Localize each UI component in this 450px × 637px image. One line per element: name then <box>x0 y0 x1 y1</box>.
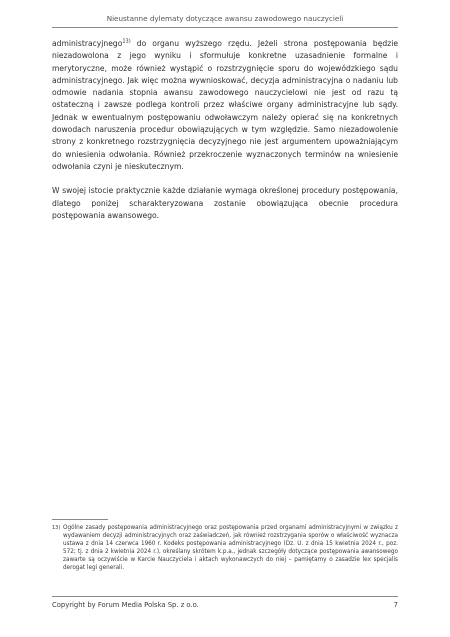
page-footer <box>52 596 398 609</box>
footnote-reference: 13) <box>122 38 131 45</box>
paragraph-2: W swojej istocie praktycznie każde działanie wymaga określonej procedury postępowania, dlatego poniżej scharakteryzowana zostanie obowiązująca obecnie procedura postępowania awansowego. <box>52 186 398 220</box>
paragraph-1-text: do organu wyższego rzędu. Jeżeli strona postępowania będzie niezadowolona z jego wyniku i sformułuje konkretne uzasadnienie formalne i merytoryczne, może również wystąpić o rozstrzygnięcie sporu do wojewódzkiego sądu administracyjnego. Jak więc można wywnioskować, decyzja administracyjna o nadaniu lub odmowie nadania stopnia awansu zawodowego nauczycielowi nie jest od razu tą ostateczną i zawsze podlega kontroli przez właściwe organy administracyjne lub sądy. Jednak w ewentualnym postępowaniu odwoławczym należy opierać się na konkretnych dowodach naruszenia procedur obowiązujących w tym względzie. Samo niezadowolenie strony z konkretnego rozstrzygnięcia decyzyjnego nie jest argumentem upoważniającym do wniesienia odwołania. Również przekroczenie wyznaczonych terminów na wniesienie odwołania czyni je nieskutecznym. <box>52 39 398 171</box>
running-header: Nieustanne dylematy dotyczące awansu zawodowego nauczycieli <box>52 14 398 28</box>
page-number: 7 <box>393 601 398 609</box>
footnote <box>52 524 398 573</box>
footnote-text: Ogólne zasady postępowania administracyjnego oraz postępowania przed organami administracyjnymi w związku z wydawaniem decyzji administracyjnych oraz zaświadczeń, jak również rozstrzygania sporów o właściwość wyznacza ustawa z dnia 14 czerwca 1960 r. Kodeks postępowania administracyjnego (Dz. U. z dnia 15 kwietnia 2024 r., poz. 572; tj. z dnia 2 kwietnia 2024 r.), określany skrótem k.p.a., jednak szczegóły dotyczące postępowania awansowego zawarte są oczywiście w Karcie Nauczyciela i aktach wykonawczych do niej – pamiętamy o zasadzie lex specjalis derogat legi generali. <box>63 525 398 572</box>
paragraph-1-lead: administracyjnego <box>52 39 123 48</box>
copyright-text: Copyright by Forum Media Polska Sp. z o.o. <box>52 601 199 609</box>
body-text <box>52 38 398 234</box>
footnote-number: 13) <box>52 525 61 531</box>
paragraph-1 <box>52 38 398 173</box>
footnote-separator <box>52 519 108 520</box>
